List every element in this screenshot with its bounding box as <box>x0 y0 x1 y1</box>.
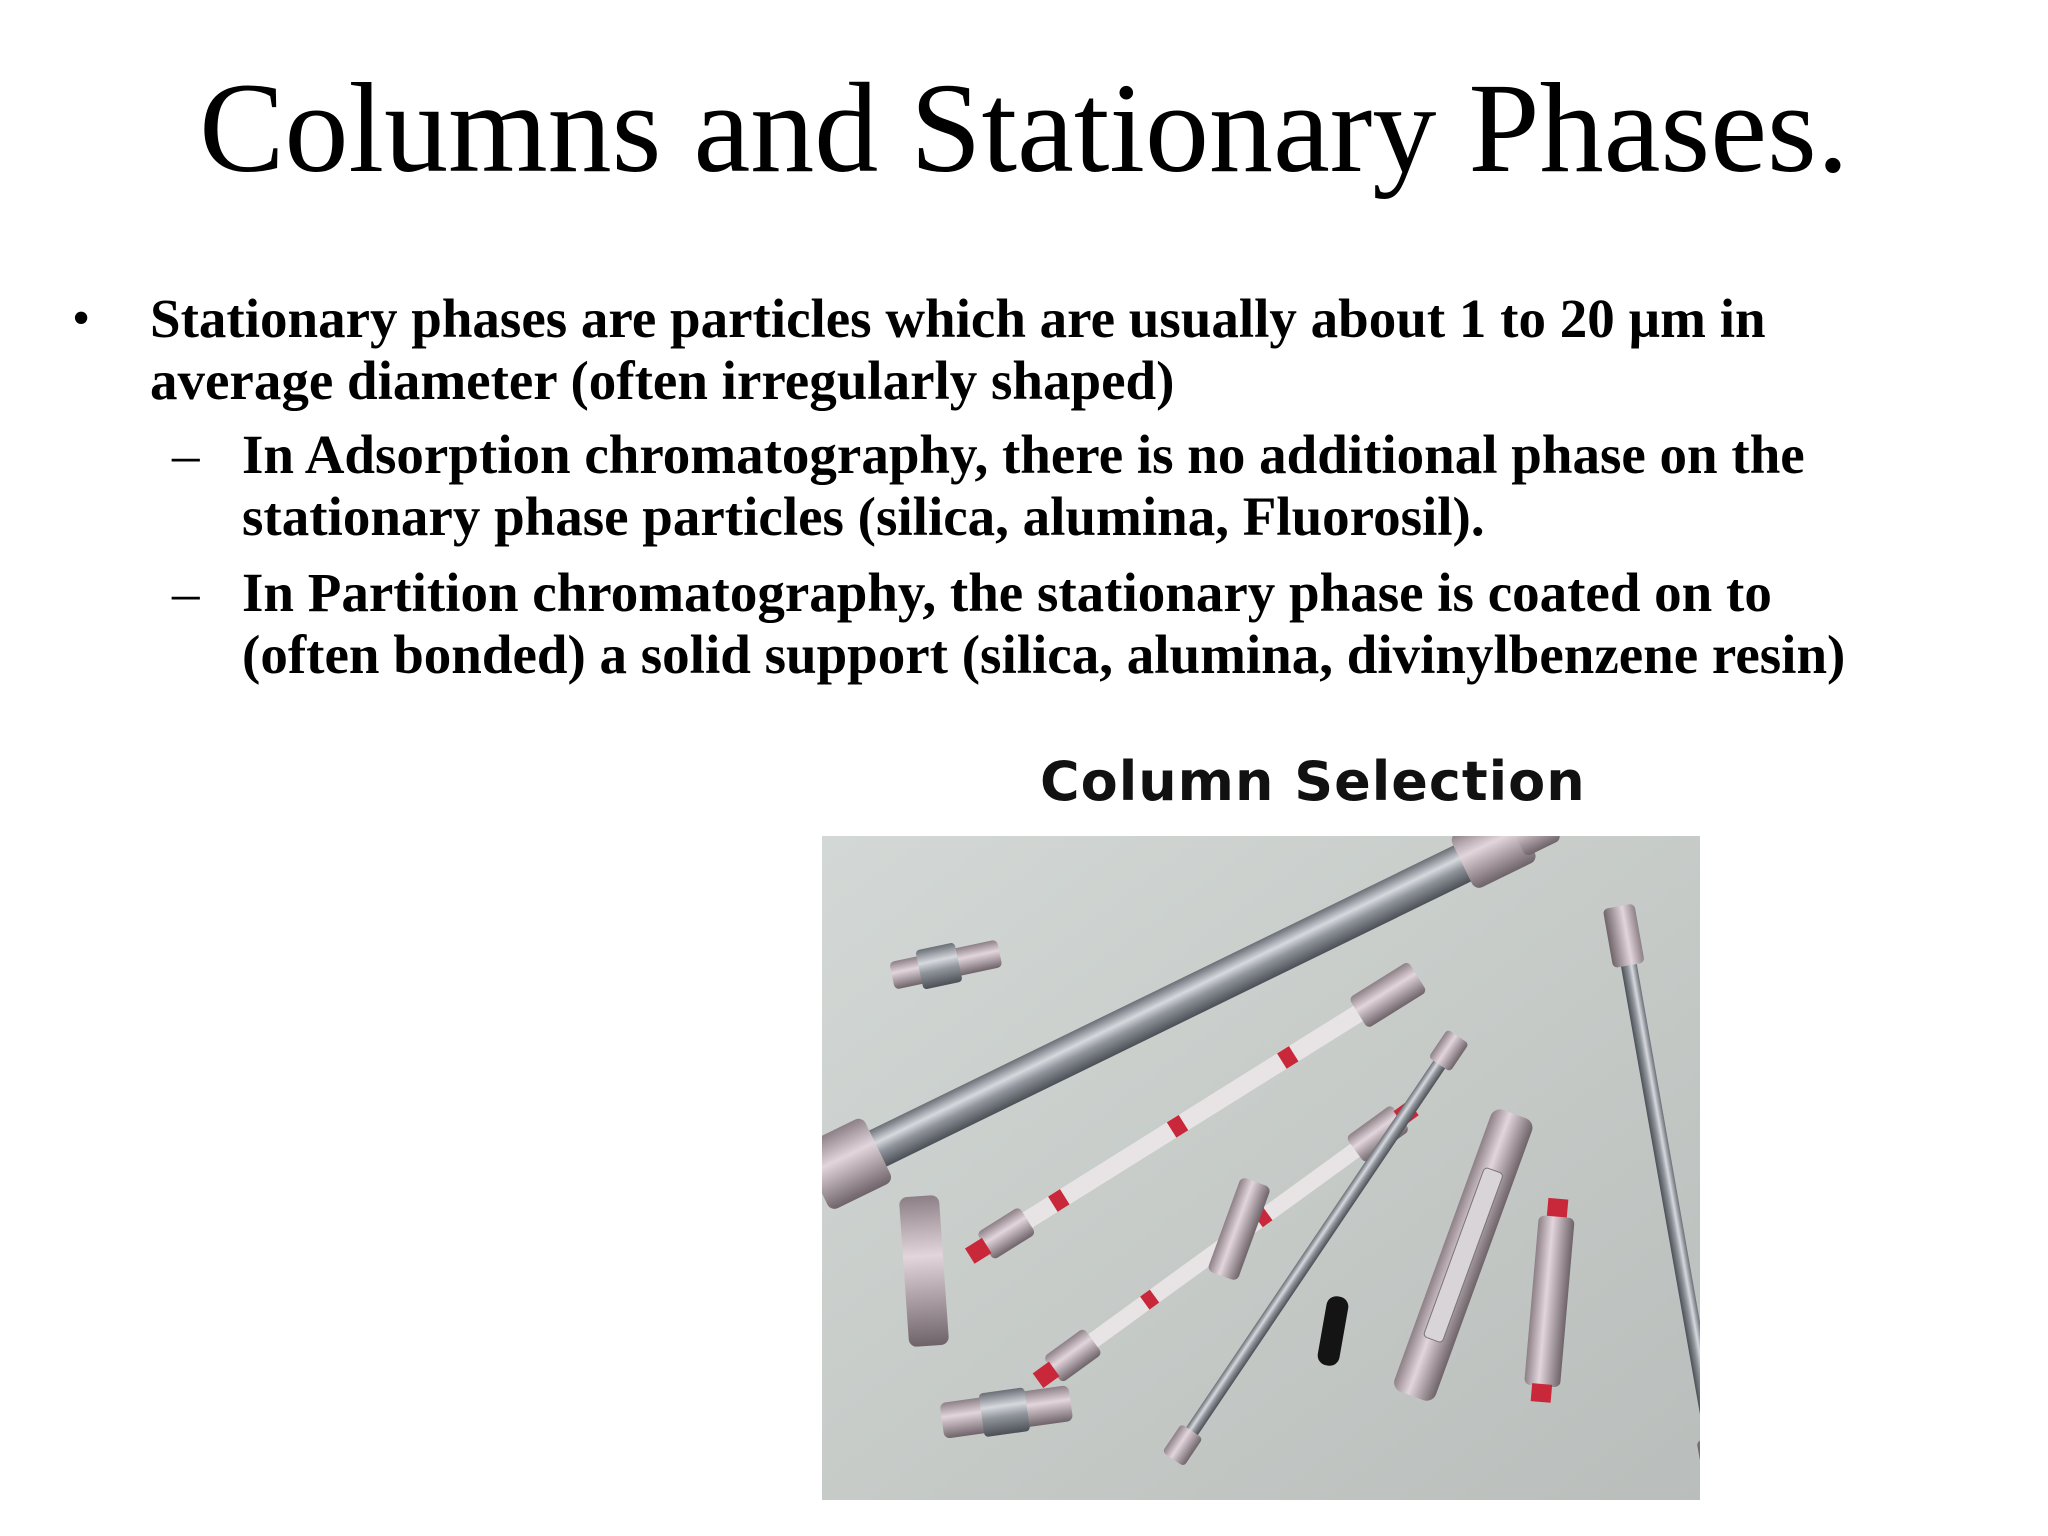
photo-caption: Column Selection <box>1040 750 1586 813</box>
bullet-marker: • <box>72 290 91 347</box>
slide-title: Columns and Stationary Phases. <box>199 57 1849 199</box>
bullet-stationary-phases: Stationary phases are particles which are usually about 1 to 20 µm in average diameter (often irregularly shaped) <box>150 288 1766 411</box>
sub-bullet-marker: – <box>172 424 200 485</box>
sub-bullet-marker: – <box>172 562 200 623</box>
sub-bullet-adsorption: In Adsorption chromatography, there is no additional phase on the stationary phase particles (silica, alumina, Fluorosil). <box>242 424 1805 547</box>
bullet-list <box>0 0 2048 760</box>
hplc-columns-photo <box>822 836 1700 1500</box>
sub-bullet-partition: In Partition chromatography, the stationary phase is coated on to (often bonded) a solid support (silica, alumina, divinylbenzene resin) <box>242 562 1846 685</box>
